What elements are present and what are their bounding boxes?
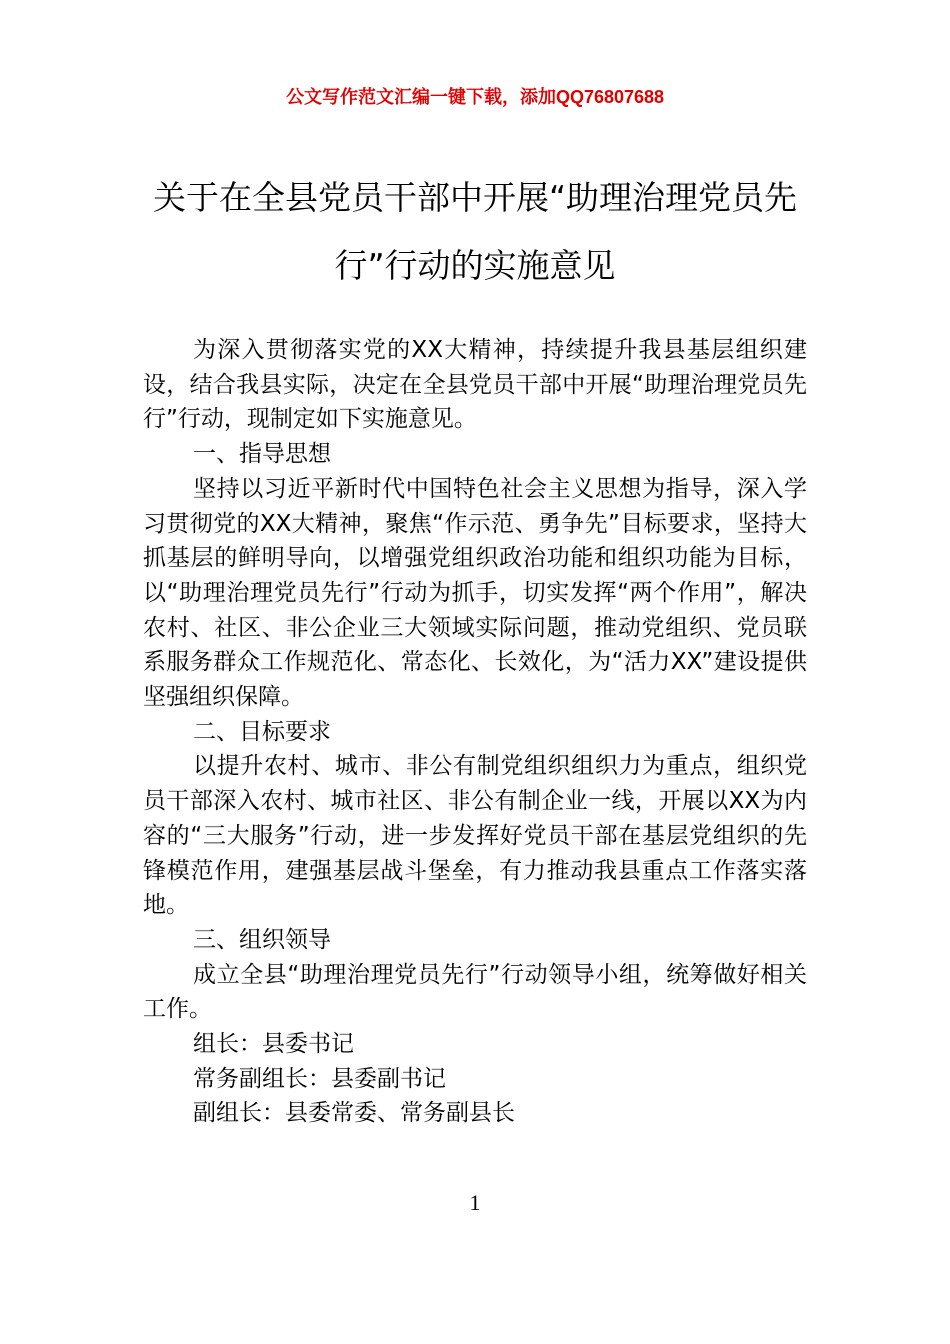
download-banner: 公文写作范文汇编一键下载，添加QQ76807688 [285, 87, 665, 107]
page-number: 1 [469, 1190, 481, 1215]
deputy-leader-line: 副组长：县委常委、常务副县长 [193, 1100, 515, 1127]
goals-paragraph: 以提升农村、城市、非公有制党组织组织力为重点，组织党员干部深入农村、城市社区、非公有制企业一线，开展以XX为内容的“三大服务”行动，进一步发挥好党员干部在基层党组织的先锋模范作用，建强基层战斗堡垒，有力推动我县重点工作落实落地。 [143, 753, 807, 919]
executive-deputy-leader-line: 常务副组长：县委副书记 [193, 1065, 446, 1092]
section-heading-goals: 二、目标要求 [193, 718, 331, 745]
section-heading-leadership: 三、组织领导 [193, 926, 331, 953]
section-heading-guiding-thought: 一、指导思想 [193, 441, 331, 468]
leader-line: 组长：县委书记 [193, 1031, 354, 1058]
leadership-paragraph: 成立全县“助理治理党员先行”行动领导小组，统筹做好相关工作。 [143, 961, 807, 1023]
guiding-thought-paragraph: 坚持以习近平新时代中国特色社会主义思想为指导，深入学习贯彻党的XX大精神，聚焦“作示范、勇争先”目标要求，坚持大抓基层的鲜明导向，以增强党组织政治功能和组织功能为目标，以“助理治理党员先行”行动为抓手，切实发挥“两个作用”，解决农村、社区、非公企业三大领域实际问题，推动党组织、党员联系服务群众工作规范化、常态化、长效化，为“活力XX”建设提供坚强组织保障。 [143, 475, 807, 711]
document-body [143, 333, 807, 1131]
intro-paragraph: 为深入贯彻落实党的XX大精神，持续提升我县基层组织建设，结合我县实际，决定在全县党员干部中开展“助理治理党员先行”行动，现制定如下实施意见。 [143, 337, 807, 433]
document-title: 关于在全县党员干部中开展“助理治理党员先行”行动的实施意见 [152, 178, 798, 285]
